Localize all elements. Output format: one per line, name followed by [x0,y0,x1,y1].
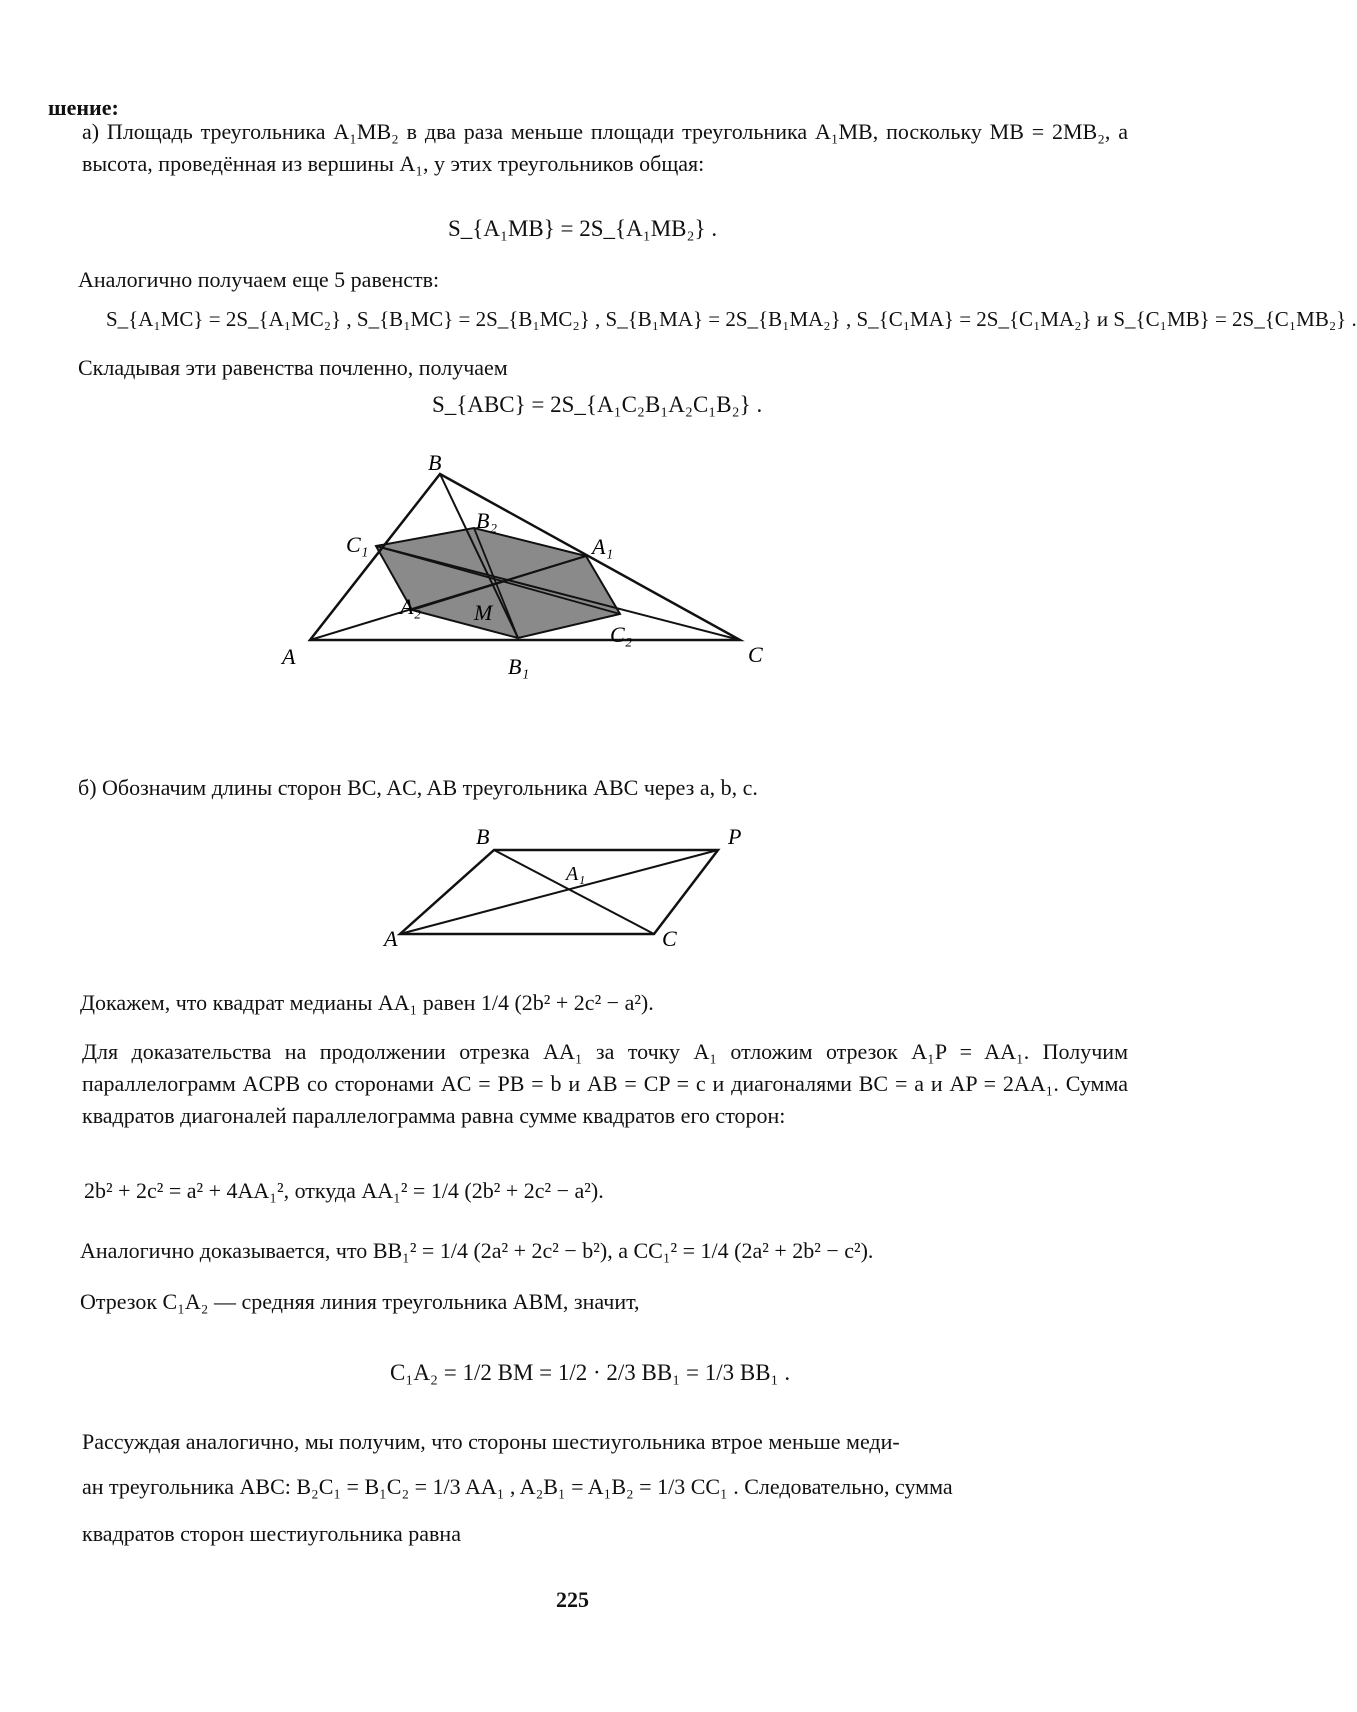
reason-line-2-text: ан треугольника ABC: [82,1474,291,1499]
label-b2: B₂ [476,508,498,533]
formula-4 [84,1174,604,1208]
formula-3: S_{ABC} = 2S_{A₁C₂B₁A₂C₁B₂} . [432,392,763,417]
formula-2: S_{A₁MC} = 2S_{A₁MC₂} , S_{B₁MC} = 2S_{B₁MC₂} , S_{B₁MA} = 2S_{B₁MA₂} , S_{C₁MA} = 2S_{C₁MA₂} и S_{C₁MB} = 2S_{C₁MB₂} . [106,307,1357,331]
formula-4-left: 2b² + 2c² = a² + 4AA₁², [84,1178,290,1203]
formula-5-cc: CC₁² = 1/4 (2a² + 2b² − c²). [633,1238,874,1263]
prove-formula: 1/4 (2b² + 2c² − a²). [480,990,654,1015]
formula-1: S_{A₁MB} = 2S_{A₁MB₂} . [448,216,718,241]
section-heading: шение: [48,95,119,120]
label-a: A [384,926,398,951]
label-a: A [282,644,296,669]
label-b: B [476,824,490,849]
label-c1: C₁ [346,532,369,557]
analog-5-text: Аналогично получаем еще 5 равенств: [78,267,440,292]
triangle-hexagon-figure [270,448,790,738]
prove-line [80,986,654,1020]
label-b1: B₁ [508,654,530,679]
reason-line-2-tail: Следовательно, сумма [744,1474,953,1499]
label-a1: A₁ [566,863,586,885]
label-m: M [474,600,493,625]
formula-6: C₁A₂ = 1/2 BM = 1/2 · 2/3 BB₁ = 1/3 BB₁ . [390,1360,791,1385]
sum-text: Складывая эти равенства почленно, получаем [78,355,508,380]
proof-text: Для доказательства на продолжении отрезка AA₁ за точку A₁ отложим отрезок A₁P = AA₁. Получим параллелограмм ACPB со сторонами AC = PB = b и AB = CP = c и диагоналями BC = a и AP = 2AA₁. Сумма квадратов диагоналей параллелограмма равна сумме квадратов его сторон: [82,1039,1128,1128]
formula-5-text: Аналогично доказывается, что [80,1238,368,1263]
label-c: C [748,642,763,667]
page-number: 225 [556,1587,589,1612]
formula-5-a: а [618,1238,628,1263]
reason-line-3: квадратов сторон шестиугольника равна [82,1521,461,1546]
label-c2: C₂ [610,622,633,647]
part-a-paragraph [82,116,1128,180]
label-c: C [662,926,677,951]
parallelogram-figure [384,822,750,952]
formula-5 [80,1234,873,1268]
prove-text: Докажем, что квадрат медианы AA₁ равен [80,990,476,1015]
label-a2: A₂ [400,594,422,619]
label-b: B [428,450,442,475]
reason-line-2 [82,1470,953,1504]
reason-line-2-formula: B₂C₁ = B₁C₂ = 1/3 AA₁ , A₂B₁ = A₁B₂ = 1/3 CC₁ . [296,1474,739,1499]
label-p: P [728,824,742,849]
part-a-text: а) Площадь треугольника A₁MB₂ в два раза меньше площади треугольника A₁MB, поскольку MB = 2MB₂, а высота, проведённая из вершины A₁, у этих треугольников общая: [82,119,1128,176]
proof-paragraph [82,1036,1128,1132]
part-b-text: б) Обозначим длины сторон BC, AC, AB треугольника ABC через a, b, c. [78,775,758,800]
reason-line-1: Рассуждая аналогично, мы получим, что стороны шестиугольника втрое меньше меди- [82,1429,900,1454]
formula-5-bb: BB₁² = 1/4 (2a² + 2c² − b²), [372,1238,613,1263]
formula-4-word: откуда [294,1178,356,1203]
formula-4-right: AA₁² = 1/4 (2b² + 2c² − a²). [361,1178,604,1203]
midline-text: Отрезок C₁A₂ — средняя линия треугольника ABM, значит, [80,1289,640,1314]
label-a1: A₁ [592,534,614,559]
